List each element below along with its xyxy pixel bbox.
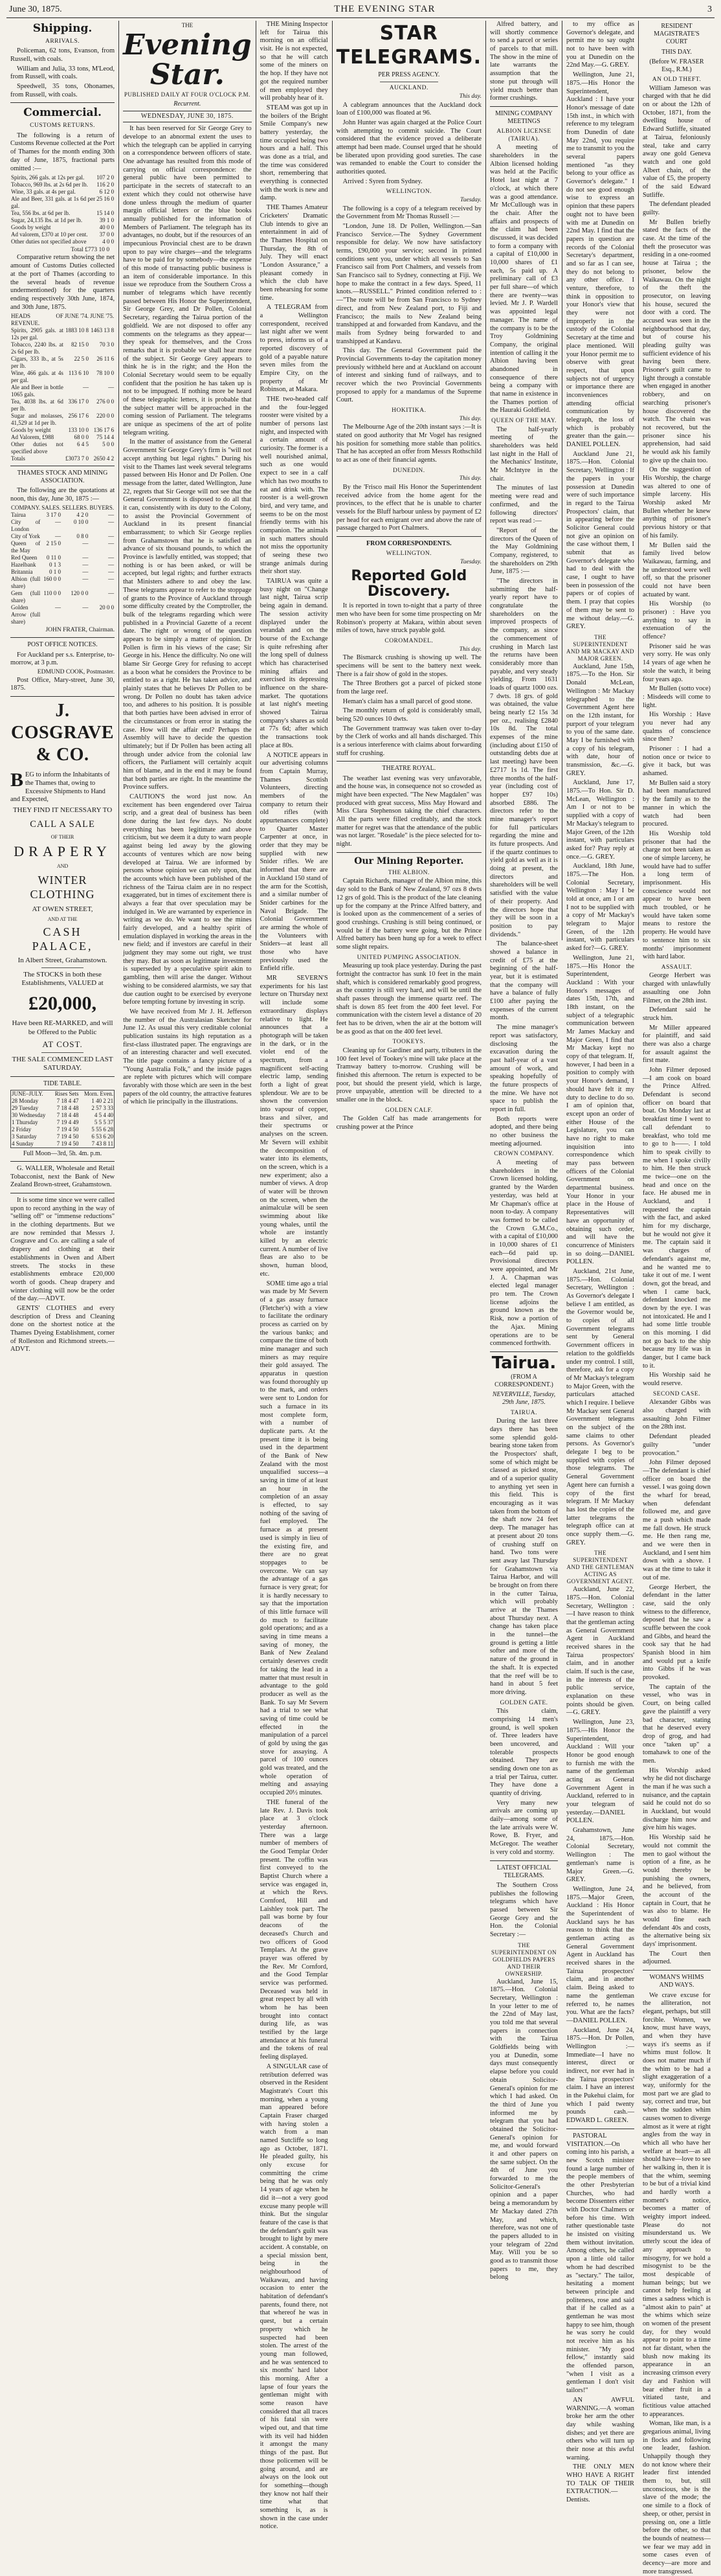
- table-header: JUNE–JULY. Rises Sets Morn. Even.: [12, 1090, 114, 1098]
- table-row: Spirits, 2905 gals. at 12s per gal. 1883 10 8 1463 13 8: [11, 327, 115, 341]
- mining-reporter-heading: Our Mining Reporter.: [354, 855, 464, 866]
- albion-heading: THE ALBION.: [388, 869, 430, 876]
- queen-paragraph: "The directors in submitting the half-yearly report have to congratulate the shareholders on the improved prospects of the company, as since the commencement of crushing in March last the returns have been considerably more than payable, and very steady yielding. From 1631 loads of quartz 1000 ozs. 7 dwts. 18 grs. of gold was obtained, the value being nearly £2 15s 3d per oz., realising £2840 10s 8d. The total expenses of the mine (including about £150 of outstanding debts due at last meeting) have been £2717 1s 1d. The first three months of the half-year (including cost of hopper £97 10s) absorbed £886. The directors refer to the mine manager's report for full particulars regarding the mine and its future prospects. And if the quartz continues to yield gold as well as it is doing at present, the directors and shareholders will be well satisfied with the value of their property. And the directors hope that they will be soon in a position to pay dividends.": [490, 578, 558, 938]
- news-paragraph: THE Thames Amateur Cricketers' Dramatic Club intends to give an entertainment in aid of the Thames Hospital on Thursday, the 8th of July. They will enact "London Assurance," a pleasant comedy in which the club have been rehearsing for some time.: [260, 204, 328, 302]
- gold-paragraph: It is reported in town to-night that a party of three men who have been for some time prospecting on Mr Robinson's property at Makara, within about seven miles of town, have struck payable gold.: [336, 602, 482, 635]
- telegram-paragraph: Wellington, June 24, 1875.—Major Green, Auckland : His Honor the Superintendent of Auckland says he has reason to think that the gentleman acting as General Government Agent in Auckland has received shares in the Tairua prospectors' claim, and in another claim. Being asked to name the gentleman referred to, he names you. What are the facts?—DANIEL POLLEN.: [566, 1885, 634, 2024]
- table-row: Sugar, 24,135 lbs. at 1d per lb. 39 1 0: [11, 217, 115, 223]
- dateline-place: WELLINGTON.: [386, 188, 432, 196]
- tide-table: [10, 1090, 115, 1148]
- golden-gate-paragraph: This claim, comprising 14 men's ground, is well spoken of. Three leaders have been uncovered, and tolerable prospects obtained. They are sending down one ton as a trial per Tairua, cutter. They have done a quantity of driving.: [490, 1708, 558, 1798]
- table-row: Spirits, 266 gals. at 12s per gal. 107 2 0: [11, 174, 115, 181]
- table-row: Tea, 4038 lbs. at 6d per lb. 336 17 0 276 0 0: [11, 398, 115, 412]
- table-row: Golden Arrow (full share) — — 20 0 0: [11, 604, 115, 625]
- telegram-paragraph: Wellington, June 21, 1875.—His Honor the Superintendent, Auckland : With your Honor's messages of dates 15th, 17th, and 18th instant, on the subject of a telegraphic communication between Mr James Mackay and Major Green, I find that Mr Mackay kept no copy of that telegram. If, however, I had been in a position to comply with your Honor's demand, I should have felt it my duty to decline to do so. I am of opinion that, except upon an order of either House of the Legislature, you can have no right to make inquisition into correspondence which may pass between officers of the Colonial Government on departmental business. Your Honor in your place in the House of Representatives will have an opportunity of obtaining such order, and will have the concurrence of Ministers in so doing.—DANIEL POLLEN.: [566, 954, 634, 1266]
- editorial-paragraph: We have received from Mr J. H. Jefferson the number of the Australasian Sketcher for June 12. As usual this very creditable colonial publication sustains its high reputation as a first-class illustrated paper. The engravings are of an interesting character and well executed. The title page contains a fancy picture of a "Young Australia Folk," and the inside pages are replete with pictures which will compare favorably with those which are seen in the best papers of the old country, the attractive features of which lie principally in the illustrations.: [123, 1008, 252, 1106]
- telegram-paragraph: John Hunter was again charged at the Police Court with attempting to commit suicide. The Court considered that the evidence proved a deliberate attempt had been made. Counsel urged that he should be liberated upon providing good sureties. The case was remanded to enable the Court to consider the authorities quoted.: [336, 119, 482, 176]
- golden-gate-paragraph: Very many new arrivals are coming up daily—among some of the late arrivals were W. Rowe, B. Fryer, and McGregor. The weather is very cold and stormy.: [490, 1799, 558, 1856]
- court-paragraph: Prisoner : I had a notion once or twice to give it back, but was ashamed.: [643, 745, 711, 778]
- queen-paragraph: The minutes of last meeting were read and confirmed, and the following directors' report was read :—: [490, 484, 558, 525]
- womans-paragraph: We crave excuse for the alliteration, not elegant, perhaps, but still forcible. Women, we know, must have ways, and when they have ways it's seems as if whims must follow. It does not matter much if the whim to be had a slight exaggeration of a way, uniformly for the most part we are glad to say, correct and true, but when the sudden whim causes women to diverge almost as it were at right angles from the way in which all who have her welfare at heart—as all should have—love to see her walking in, then it is that the whim, seeming to be but of a trivial kind and hardly worth a moment's notice, becomes a matter of weighty import indeed. Please do not misunderstand us. We utterly scout the idea of any approach to misogyny, for we hold a misogynist to be the most despicable of human beings; but we cannot help feeling at times a sadness which is "almost akin to pain" at the whims which seize on women of the present day, for they would appear to point to a time not far distant, when the blush now making its appearance in an increasing crimson every day and Fashion will bear either fruit in a vitiated taste, and fictitious value attached to appearances.: [643, 1991, 711, 2418]
- united-paragraph: Measuring up took place yesterday. During the past fortnight the contractor has sunk 10 feet in the main shaft, which is considered remarkably good progress, as the country is still very hard, and will be until the shaft passes through the immense quartz reef. The shaft is down 85 feet from the 400 feet level. For communication with the cistern level a distance of 20 feet has to be driven, when the air at the bottom will be as good as that on the 400 feet level.: [336, 962, 482, 1035]
- telegram-paragraph: Auckland, June 15th, 1875.—To the Hon. Sir Donald McLean, Wellington : Mr Mackay telegraphed to the Government Agent here on the 12th instant, for purport of your telegram to you of the same date. May I be furnished with a copy of his telegram, with date, hour of transmission, &c.—G. GREY.: [566, 662, 634, 777]
- dateline-place: WELLINGTON.: [386, 550, 432, 558]
- customs-intro: The following is a return of Customs Revenue collected at the Port of Thames for the month ending 30th day of June, 1875, fractional parts omitted :—: [10, 131, 115, 172]
- court-paragraph: Mr Bullen (sotto voce) : Misdeeds will come to light.: [643, 685, 711, 709]
- ad-found: THEY FIND IT NECESSARY TO: [12, 806, 113, 815]
- coromandel-paragraph: The Three Brothers got a parcel of picked stone from the large reef.: [336, 680, 482, 695]
- queen-paragraph: The balance-sheet showed a balance in credit of £75 at the beginning of the half-year, but it is estimated that the company will have a balance of fully £100 after paying the expenses of the current month.: [490, 940, 558, 1022]
- table-row: Goods by weight 40 0 0: [11, 223, 115, 231]
- ad-commenced: THE SALE COMMENCED LAST SATURDAY.: [12, 1056, 113, 1072]
- telegram-paragraph: Auckland, 21st June, 1875.—Hon. Colonial Secretary, Wellington : As Governor's delegate I believe I am entitled, as the Governor would be, to copies of all Government telegrams sent by General Government officers in relation to the goldfields under my control. I still, therefore, ask for a copy of Mr Mackay's telegram to Major Green, with the particulars attached which I require. I believe Mr Mackay sent General Government telegrams on the subject of the same claims to other persons. As Governor's delegate I beg to be supplied with copies of those telegrams. The General Government Agent here can furnish a copy of the first telegram. If Mr Mackay has lost the copies of the latter telegrams the telegraph office can at once supply them.—G. GREY.: [566, 1267, 634, 1546]
- telegram-paragraph: Wellington, June 21, 1875.—His Honor the Superintendent, Auckland : I have your Honor's message of date 15th inst., in which with reference to my telegram from Dunedin of date May 22nd, you require me to transmit to you the several papers mentioned "as they belong to your office as Governor's delegate." I do not see good enough wise to express an opinion that these papers ought not to have been with me at Dunedin on 22nd May. I find that the papers in question are records of the Colonial Secretary's department, and so far as I can see, they do not belong to any other office. I venture, therefore, to think in opposition to your Honor's view that they were not improperly in the custody of the Colonial Secretary at the time and place mentioned. Will your Honor permit me to observe with great respect, that upon subjects not of urgency or importance there are inconveniences attending official communication by telegraph, the loss of which is probably greater than the gain.—DANIEL POLLEN.: [566, 71, 634, 449]
- page-number: 3: [707, 5, 712, 14]
- news-paragraph: STEAM was got up in the boilers of the Bright Smile Company's new battery yesterday, the time occupied being two hours and a half. This was done as a trial, and the time was considered short, remembering that everything is connected with the work is new and damp.: [260, 104, 328, 202]
- albion-paragraph: Captain Richards, manager of the Albion mine, this day sold to the Bank of New Zealand, 97 ozs 8 dwts 12 grs of gold. This is the product of the late cleaning up for the company at the Prince Alfred battery, and is looked upon as the commencement of a series of good crushings. Crushing is still being continued, or would be if the battery were going, but the Prince Alfred battery has been hung up for a week to effect some slight repairs.: [336, 877, 482, 951]
- table-row: Ad Valorem, £988 68 0 0 75 14 4: [11, 433, 115, 440]
- dateline-place: HOKITIKA.: [392, 407, 427, 414]
- editorial-paragraph: CAUTION'S the word just now. An excitement has been engendered over Tairua scrip, and a great deal of business has been done during the last few days. No doubt everything has been legitimate and above criticism, but we deem it a duty to warn people against being led away by the glowing accounts of ventures which are now being developed at Tairua. We are informed by persons whose opinion we can rely upon, that the accounts which have been published of the richness of the Tairua claim are in no respect exaggerated, but in times of excitement there is always a fear that over speculation may be indulged in. We are warranted by experience in writing as we do. We want to see the mines fairly developed, and a healthy spirit of emulation displayed in working the areas in the new field; and if investors are careful in their judgment they may some out right, we trust they may. But as soon as legitimate investment is superseded by a speculative spirit akin to gambling, then will arise the danger. Without wishing to be considered alarmists, we say that due caution ought to be exercised by everyone before tempting fortune by investing in scrip.: [123, 793, 252, 1006]
- crown-heading: CROWN COMPANY.: [494, 1151, 554, 1158]
- queen-paragraph: The half-yearly meeting of the shareholders was held last night in the Hall of the Mechanics' Institute, Mr McIntyre in the chair.: [490, 425, 558, 482]
- ad-amount: £20,000,: [28, 992, 97, 1014]
- court-paragraph: The Court then adjourned.: [643, 1950, 711, 1966]
- court-paragraph: His Worship said he would reserve.: [643, 1372, 711, 1388]
- table-row: Tobacco, 969 lbs. at 2s 6d per lb. 116 2 0: [11, 181, 115, 188]
- court-paragraph: The defendant pleaded guilty.: [643, 201, 711, 217]
- dateline-day: This day.: [459, 475, 482, 482]
- table-row: 29 Tuesday 7 18 4 48 2 57 3 33: [12, 1104, 114, 1111]
- sale-notice: It is some time since we were called upon to record anything in the way of "selling off" or "immense reductions" in the clothing departments. But we are now reminded that Messrs J. Cosgrave and Co. are calling a sale of drapery and clothing at their establishments in Owen and Albert streets. The stocks in these establishments embrace £20,000 worth of goods. Cheap drapery and winter clothing will now be the order of the day.—ADVT.: [10, 1197, 115, 1303]
- waller-notice: G. WALLER, Wholesale and Retail Tobacconist, next the Bank of New Zealand Brown-street, Grahamstown.: [10, 1164, 115, 1189]
- crown-paragraph: A meeting of shareholders in the Crown licensed holding, granted by the Warden yesterday, was held at Mr Chapman's office at noon to-day. A company was formed to be called the Crown G.M.Co., with a capital of £10,000 in 10,000 shares of £1 each—6d paid up. Provisional directors were appointed, and Mr J. A. Chapman was elected legal manager pro tem. The Crown license adjoins the ground known as the Risk, now a portion of the Ajax. Mining operations are to be commenced forthwith.: [490, 1159, 558, 1348]
- column-4: [333, 21, 486, 1131]
- telegram-paragraph: This day. The General Government paid the Provincial Governments to-day the capitation money previously withheld here and at Auckland on account of interest and sinking fund of railways, and to recover which the two Provincial Governments proposed to apply for a mandamus of the Supreme Court.: [336, 347, 482, 404]
- pastoral-paragraph: PASTORAL VISITATION.—On coming into his parish, a new Scotch minister found a large number of the people members of the other Presbyterian Churches, who had become Dissenters either with Doctor Chalmers or before his time. With rather questionable taste he insisted on visiting them without invitation. Among others, he called upon a little old tailor whom he had described as "sectary." The tailor, hesitating a moment between principle and politeness, rose and said that if he called as a gentleman he was most happy to see him, though he was sorry he could not receive him as his minister. "My good fellow," instantly said the offended parson, "when I visit as a gentleman I don't visit tailors!": [566, 2132, 634, 2395]
- table-row: 2 Friday 7 19 4 50 5 55 6 28: [12, 1125, 114, 1133]
- tookeys-heading: TOOKEYS.: [392, 1039, 426, 1046]
- stock-table: [10, 504, 115, 625]
- telegram-paragraph: "London, June 18. Dr Pollen, Wellington.—San Francisco Service.—The Sydney Government responsible for delay. We now have satisfactory terms, £90,000 your service; second in printed conditions sent you, under which all vessels to San Francisco sail from Port Chalmers, and vessels from San Francisco sail to Sydney, connecting at Fiji. We hope to make the contract in a few days. Speed, 11 knots.—RUSSELL." Printed condition referred to :—"The route will be from San Francisco to Sydney direct, and from New Zealand port, to Fiji and Francisco; the mails to New Zealand being transhipped at and forwarded from Kandavu, and the mails from Sydney being forwarded to and transhipped at Kandavu.: [336, 222, 482, 345]
- stock-signature: JOHN FRATER, Chairman.: [45, 626, 115, 633]
- ad-clothing: WINTER CLOTHING: [30, 873, 95, 901]
- table-row: Tairua 3 17 0 4 2 0 —: [11, 512, 115, 519]
- golden-calf-paragraph: The Golden Calf has made arrangements for crushing power at the Prince: [336, 1115, 482, 1131]
- ad-of: OF THEIR: [50, 834, 74, 841]
- stock-heading: THAMES STOCK AND MINING ASSOCIATION.: [17, 469, 108, 484]
- table-row: Tobacco, 2240 lbs. at 2s 6d per lb. 82 15 0 70 3 0: [11, 341, 115, 356]
- customs-heading: CUSTOMS RETURNS.: [30, 122, 95, 130]
- united-heading: UNITED PUMPING ASSOCIATION.: [357, 954, 461, 961]
- post-text: For Auckland per s.s. Enterprise, to-morrow, at 3 p.m.: [10, 651, 115, 667]
- warning-paragraph: AN AWFUL WARNING.—A woman broke her arm the other day while washing dishes; and yet there are others who will turn up their nose at this awful warning.: [566, 2396, 634, 2461]
- court-paragraph: His Worship (to prisoner) : Have you anything to say in extenuation of the offence?: [643, 600, 711, 641]
- commercial-heading: Commercial.: [23, 106, 102, 120]
- court-paragraph: His Worship told prisoner that had the charge not been taken as one of simple larceny, he would have had to suffer a long term of imprisonment. His conscience would not appear to have been much troubled, or he would have taken some means to restore the property. He would have to sentence him to six months' imprisonment with hard labor.: [643, 830, 711, 961]
- table-row: Queen of the May 2 15 0 — —: [11, 540, 115, 554]
- meetings-heading: MINING COMPANY MEETINGS: [495, 109, 553, 126]
- table-row: Tea, 556 lbs. at 6d per lb. 15 14 0: [11, 210, 115, 217]
- telegram-paragraph: Auckland, 18th June, 1875.—The Hon. Colonial Secretary, Wellington : May I be told at once, am I or am I not to be supplied with a copy of Mr Mackay's telegram to Major Green, of the 12th instant, with particulars asked for?—G. GREY.: [566, 863, 634, 953]
- coromandel-paragraph: Heman's claim has a small parcel of good stone.: [342, 697, 472, 705]
- tide-note: Full Moon—3rd, 5h. 4m. p.m.: [23, 1149, 102, 1157]
- coromandel-paragraph: The monthly return of gold is considerably small, being 520 ounces 10 dwts.: [336, 707, 482, 723]
- table-row: 4 Sunday 7 19 4 50 7 43 8 11: [12, 1140, 114, 1147]
- newspaper-flag: [123, 22, 252, 122]
- queen-paragraph: "Report of the directors of the Queen of the May Goldmining Company, registered, to the shareholders on 29th June, 1875 :—: [490, 526, 558, 576]
- news-paragraph: SOME time ago a trial was made by Mr Severn of a gas assay furnace (Fletcher's) with a view to facilitate the ordinary process as carried on by the various banks; and compare the time of both mine manager and such miners as may require their gold assayed. The apparatus in question was found thoroughly up to the mark, and orders were sent to London for such a furnace in its most complete form, with a number of duplicate parts. At the present time it is being used in the department of the Bank of New Zealand with the most unqualified success—a saving in time of at least an hour in the completion of an assay is effected, to say nothing of the saving of fuel employed. The furnace as at present used is simply in lieu of the existing fire, and there are no great stoppages to be overcome. We can say the advantage of a gas furnace is very great; for it is hardly necessary to say that the importation of this little furnace will do much to facilitate gold operations; and as a saving in time means a saving of money, the Bank of New Zealand certainly deserves credit for taking the lead in a matter that must result in advantage to the gold producer as well as the Bank. To say Mr Severn had a trial to see what saving of time could be effected in the manipulation of a parcel of gold by using the gas stove for assaying. A parcel of 100 ounces gold was treated, and the whole operation of melting and assaying occupied 20½ minutes.: [260, 1280, 328, 1797]
- court-paragraph: William Jameson was charged with that he did on or about the 12th of October, 1871, from the dwelling house of Edward Sutliffe, situated at Tairua, feloniously steal, take and carry away one gold Geneva watch and one gold Albert chain, of the value of £5, the property of the said Edward Sutliffe.: [643, 84, 711, 199]
- table-header: HEADS OF REVENUE. JUNE '74. JUNE '75.: [11, 313, 115, 327]
- ad-and: AND: [56, 863, 69, 869]
- dateline-place: AUCKLAND.: [389, 85, 428, 92]
- telegram-paragraph: Auckland June 21, 1875.—Hon. Colonial Secretary, Wellington : If the papers in your possession at Dunedin were of such importance in regard to the Tairua Prospectors' claim, that in appearing before the Solicitor General could not give an opinion on the case without them, I submit that as Governor's delegate who had to deal with the case, I ought to have been in possession of the papers or of copies of them. I pray that copies of them may be sent to me without delay.—G. GREY.: [566, 450, 634, 631]
- court-paragraph: His Worship : Have you never had any qualms of conscience since then?: [643, 711, 711, 743]
- news-paragraph: THE Mining Inspector left for Tairua this morning on an official visit. He is not expected, so that he will catch some of the miners on the hop. If they have not got the required number of men employed they will probably hear of it.: [260, 21, 328, 102]
- table-row: Hazelbank 0 1 3 — —: [11, 561, 115, 569]
- from-correspondents-heading: FROM CORRESPONDENTS.: [366, 539, 452, 547]
- post-signature: EDMUND COOK, Postmaster.: [37, 668, 115, 675]
- ad-stocks: The STOCKS in both these Establishments, VALUED at: [21, 970, 104, 988]
- stock-intro: The following are the quotations at noon, this day, June 30, 1875 :—: [10, 486, 115, 503]
- mackay-heading: THE SUPERINTENDENT AND MR MACKAY AND MAJOR GREEN.: [566, 633, 634, 662]
- ad-at: AT OWEN STREET,: [32, 905, 93, 914]
- editorial-paragraph: It has been reserved for Sir George Grey to develope to an abnormal extent the uses to which the telegraph can be applied in carrying on a correspondence between officers of state. One advantage has resulted from this mode of carrying on official correspondence: the general public have been permitted to participate in the secrets of statecraft to an extent which they could not otherwise have done unless through the medium of quarter margin official letters or the blue books annually published for the information of Members of Parliament. The telegraph has its advantages, no doubt, but if the resources of an impecunious Provincial chest are to be drawn upon to pay wire charges—and the telegrams have to be paid for by somebody—the expense of this mode of transacting public business is an item of considerable importance. In this issue we reproduce from the Southern Cross a number of telegrams which have recently passed between His Honor the Superintendent, Sir George Grey, and Dr Pollen, Colonial Secretary, regarding the Tairua portion of the goldfield. We are not disposed to offer any comments on the telegrams as they appear—they speak for themselves, and the Cross remarks that it is probable we shall hear more of the subject. Sir George Grey appears to think he is in the right; and the Hon the Colonial Secretary would seem to be equally confident that the position he has taken up is not to be impugned. If nothing more be heard of these telegraphic letters, it is probable that the subject matter will be approached in the coming session of Parliament. The telegrams are unique as specimens of the art of polite telegram writing.: [123, 125, 252, 436]
- table-row: Cigars, 333 lb., at 5s per lb. 22 5 0 26 11 6: [11, 356, 115, 370]
- womans-paragraph: Woman, like man, is a gregarious animal, living in flocks and following one leader, fashion. Unhappily though they do not know where their leader first intended them to, but, still unconscious, she is the slave of the mode; the one simile to a flock of sheep, or other, persist in pressing on, one a little before the other, so that the bounds of neatness—we fear we may add in some cases even of decency—are more and more transgressed.: [643, 2420, 711, 2575]
- telegram-paragraph: A cablegram announces that the Auckland dock loan of £100,000 was floated at 96.: [336, 101, 482, 117]
- comparative-table: [10, 313, 115, 462]
- comparative-intro: Comparative return showing the net amount of Customs Duties collected at the port of Thames (according to the several heads of revenue undermentioned) for the quarters ending respectively 30th June, 1874, and 30th June, 1875.: [10, 254, 115, 311]
- table-row: 1 Thursday 7 19 4 49 5 5 5 37: [12, 1118, 114, 1125]
- ad-and-at: AND AT THE: [47, 916, 78, 922]
- table-row: Gem (full share) 110 0 0 120 0 0 —: [11, 589, 115, 604]
- dateline-day: Tuesday.: [460, 196, 482, 203]
- womans-heading: WOMAN'S WHIMS AND WAYS.: [649, 1974, 704, 1989]
- dateline-day: This day.: [459, 415, 482, 422]
- flag-the: THE: [181, 22, 194, 28]
- flag-name: Evening Star.: [123, 28, 252, 91]
- flag-published: PUBLISHED DAILY AT FOUR O'CLOCK P.M.: [124, 91, 250, 98]
- table-row: Other duties not specified above 4 0 0: [11, 238, 115, 245]
- court-paragraph: Prisoner said he was very sorry. He was only 14 years of age when he stole the watch, it being four years ago.: [643, 642, 711, 683]
- table-row: Goods by weight 133 10 0 136 17 6: [11, 426, 115, 433]
- court-paragraph: The captain of the vessel, who was in Court, on being called gave the plaintiff a very bad character, stating that he deserved every drop of grog, and had once "taken up" a tomahawk to one of the men.: [643, 1683, 711, 1765]
- table-row: Sugar and molasses, 41,529 at 1d per lb. 256 17 6 220 0 0: [11, 412, 115, 426]
- court-paragraph: Defendant said he struck him.: [643, 1006, 711, 1022]
- table-row: Albion (full share) 160 0 0 — —: [11, 576, 115, 590]
- table-row: Wine, 466 gals. at 4s per gal. 113 6 10 78 10 0: [11, 370, 115, 383]
- ad-firm-name: J. COSGRAVE & CO.: [10, 700, 115, 765]
- supt-paragraph: Auckland, June 15, 1875.—Hon. Colonial Secretary, Wellington : In your letter to me of the 22nd of May last, you told me that several papers in connection with the Tairua Goldfields being with you at Dunedin, some days must consequently elapse before you could obtain Solicitor-General's opinion for me which I had asked. On the third of June you informed me by telegram that you had obtained the Solicitor-General's opinion for me, and would forward it and other papers on the same subject. On the 4th of June you forwarded to me the Solicitor-General's opinion and a paper being a memorandum by Mr Mackay dated 27th May, and which, therefore, was not one of the papers alluded to in your telegram of 22nd May. Will you be so good as to transmit those papers to me, they belong: [490, 1978, 558, 2281]
- column-3: [256, 21, 333, 2531]
- gents-notice: GENTS' CLOTHES and every description of Dress and Cleaning done on the shortest notice at the Thames Dyeing Establishment, corner of Rolleston and Richmond streets.—ADVT.: [10, 1304, 115, 1353]
- old-theft-heading: AN OLD THEFT.: [652, 76, 702, 84]
- table-row: 30 Wednesday 7 18 4 48 4 5 4 40: [12, 1111, 114, 1118]
- flag-registered: Recurrent.: [173, 100, 201, 107]
- press-agency: PER PRESS AGENCY.: [378, 71, 440, 79]
- ad-drapery: DRAPERY: [14, 842, 111, 859]
- running-date: June 30, 1875.: [9, 5, 62, 14]
- news-paragraph: THE two-headed calf and the four-legged rooster were visited by a number of persons last night, and inspected with a certain amount of curiosity. The former is a well nourished animal, such as one would expect to see in a calf which has two mouths to eat and drink with. The rooster is a well-grown bird, and very tame, and seems to be on the most friendly terms with his companion. The animals in such matters should not miss the opportunity of seeing these two strange animals during their short stay.: [260, 395, 328, 576]
- editorial-paragraph: In the matter of assistance from the General Government Sir George Grey's firm is "will not accept anything but legal rights." During his visit to the Thames last week several telegrams passed between His Honor and Dr Pollen. One message from the latter, dated Wellington, June 22, regrets that Sir George will not see that the General Government is disposed to do all that it can, consistently with its duty to the Colony, to assist the Provincial Government of Auckland in its present financial embarrassment; to which Sir George replies from Grahamstown that he is satisfied an advance of six thousand pounds, to which the Province is lawfully entitled, was stopped; that nothing is or has been asked, or will be accepted, but legal rights; and further extracts that Ministers adhere to and obey the law. These telegrams appear to refer to the stoppage of grants to the Province of Auckland through some difficulty created by the Comptroller, the bulk of the telegrams regarding which were published in a Provincial Gazette of a recent date. The right or wrong of the question appears to be simply a matter of opinion. Dr Pollen is firm in his views of the case; Sir George in his. Hence the difficulty. No one will blame Sir George Grey for refusing to accept as a boon what he considers the Province to be entitled to as a right. He has taken advice, and plainly states that he believes Dr Pollen to be wrong. Dr Pollen no doubt has taken advice too, and adheres to his position. It is possible that both parties have been advised in error of the circumstances or from error in stating the case. How will the affair end? Perhaps the Assembly will have to decide the question ultimately; but if Dr Pollen has been acting all through under advice from the colonial law officers, the Parliament will certainly acquit him of blame, and in the end it may be found that both parties are right. In the meantime the Province suffers.: [123, 438, 252, 791]
- theatre-heading: THEATRE ROYAL.: [382, 765, 436, 773]
- ad-intro: EG to inform the Inhabitants of the Thames that, owing to Excessive Shipments to Hand and Expected,: [10, 771, 110, 804]
- albion-license-paragraph: A meeting of shareholders in the Albion licensed holding was held at the Pacific Hotel last night at 7 o'clock, at which there was a good attendance. Mr McCullough was in the chair. After the affairs and prospects of the claim had been discussed, it was decided to form a company with a capital of £10,000 in 10,000 shares of £1 each, 5s paid up. A preliminary call of £3 per full share—of which there are twenty—was levied. Mr J. P. Wardell was appointed legal manager. The name of the company is to be the Troy Goldmining Company, the original intention of calling it the Albion having been abandoned in consequence of there being a company with that name in existence in the Thames portion of the Hauraki Goldfield.: [490, 144, 558, 414]
- coromandel-paragraph: The Government tramway was taken over to-day by the Clerk of works and all hands discharged. This is a serious interference with claims about forwarding stuff for crushing.: [336, 725, 482, 757]
- tairua-from: (FROM A CORRESPONDENT.): [494, 1373, 553, 1389]
- court-paragraph: George Herbert, the defendant in the latter case, said the only witness to the difference, deposed that he saw a scuffle between the cook and Gibbs, and heard the cook say that he had Spanish blood in him and would put a knife into Gibbs if he was provoked.: [643, 1583, 711, 1682]
- ad-cost: AT COST.: [42, 1039, 83, 1050]
- table-row: 28 Monday 7 18 4 47 1 40 2 21: [12, 1097, 114, 1104]
- supt-heading: THE SUPERINTENDENT ON GOLDFIELDS PAPERS AND THEIR OWNERSHIP.: [491, 1941, 557, 1977]
- court-paragraph: Mr Bullen briefly stated the facts of the case. At the time of the theft the prosecutor was residing in a one-roomed house at Tairua ; the prisoner, below the Waikawau. On the night of the theft the prosecutor, on leaving his house, secured the door with a cord. The accused was seen in the neighbourhood that day, but of course his pleading guilty was sufficient evidence of his having been there. Prisoner's guilt came to light through a constable when engaged in another robbery, and on searching prisoner's house discovered the watch. The chain was not recovered, but the prisoner since his apprehension, had said he would ask his family to give up the chain too.: [643, 218, 711, 464]
- albion-license-heading: ALBION LICENSE (TAIRUA).: [496, 128, 551, 142]
- only-men-paragraph: THE ONLY MEN WHO HAVE A RIGHT TO TALK OF THEIR EXTRACTION.—Dentists.: [566, 2463, 634, 2504]
- golden-gate-heading: GOLDEN GATE.: [500, 1699, 548, 1706]
- golden-calf-heading: GOLDEN CALF.: [385, 1107, 433, 1114]
- customs-total: Total £773 10 0: [71, 246, 110, 253]
- table-row: Ale and Beer, 331 gals. at 1s 6d per gal. 25 16 0: [11, 196, 115, 210]
- running-head: [6, 4, 715, 18]
- telegram-paragraph: Auckland, June 24, 1875.—Hon. Dr Pollen, Wellington :—Immediate—I have no interest, direct or indirect, nor ever had in the Tairua prospectors' claim. I have an interest in the Pukehui claim, for which I paid twenty pounds cash.—EDWARD L. GREEN.: [566, 2026, 634, 2125]
- ad-remarked: Have been RE-MARKED, and will be Offered to the Public: [12, 1019, 113, 1036]
- arrival-item: William and Julia, 33 tons, M'Leod, from Russell, with coals.: [10, 65, 115, 81]
- telegram-paragraph: Wellington, June 23, 1875.—His Honor the Superintendent, Auckland : Will your Honor be good enough to furnish me with the name of the gentleman acting as General Government Agent in Auckland, referred to in your telegram of yesterday.—DANIEL POLLEN.: [566, 1719, 634, 1825]
- table-row: City of London — 0 10 0 —: [11, 519, 115, 533]
- dateline-day: This day.: [459, 646, 482, 653]
- court-paragraph: John Filmer deposed—The defendant is chief officer on board the vessel. I was going down the wharf for bread, when defendant followed me, and gave me a push which made me fall down. He struck me. He then rang me, and we were then in Auckland, and I sent him down with a shove. I was at the time to take it out of me.: [643, 1459, 711, 1581]
- drop-cap: B: [10, 769, 24, 791]
- court-paragraph: Mr Miller appeared for plaintiff, and said there was also a charge for assault against the first mate.: [643, 1024, 711, 1065]
- telegram-paragraph: Auckland, June 17, 1875.—To Hon. Sir D. McLean, Wellington : Am I or not to be supplied with a copy of Mr Mackay's telegram to Major Green, of the 12th instant, with particulars asked for? Pray reply at once.—G. GREY.: [566, 779, 634, 861]
- tookeys-paragraph: Cleaning up for Gardiner and party, tributers in the 100 feet level of Tookey's mine will take place at the Tramway battery to-morrow. Crushing will be finished this afternoon. The return is expected to be poor, but should the present yield, which is large, prove unpayable, attention will be directed to a smaller one in the block.: [336, 1047, 482, 1104]
- tairua-sub: TAIRUA.: [511, 1409, 537, 1416]
- telegram-paragraph: Auckland, June 22, 1875.—Hon. Colonial Secretary, Wellington :—I have reason to think that the gentleman acting as General Government Agent in Auckland received shares in the Tairua prospectors' claim, and in another claim. If such is the case, in the interests of the public service, explanation on these points should be given.—G. GREY.: [566, 1586, 634, 1717]
- telegram-paragraph: Grahamstown, June 24, 1875.—Hon. Colonial Secretary, Wellington : The gentleman's name is Major Green.—G. GREY.: [566, 1827, 634, 1884]
- court-paragraph: Alexander Gibbs was also charged with assaulting John Filmer on the 28th inst.: [643, 1399, 711, 1431]
- second-case-heading: SECOND CASE.: [652, 1390, 701, 1397]
- news-paragraph: A TELEGRAM from a Wellington correspondent, received last night after we went to press, informs us of a reported discovery of gold of a payable nature seven miles from the Empire City, on the property of Mr Robinson, at Makara.: [260, 304, 328, 394]
- coromandel-paragraph: The Bismarck crushing is showing up well. The specimens will be sent to the battery next week. There is a fair show of gold in the stopes.: [336, 654, 482, 678]
- court-paragraph: George Herbert was charged with unlawfully assaulting one John Filmer, on the 28th inst.: [643, 972, 711, 1004]
- news-paragraph: TAIRUA was quite a busy night on "Change last night, Tairua scrip being again in demand. The session activity displayed under the verandah and on the bourse of the Exchange is quite refreshing after the long spell of dulness which has characterised mining affairs and exercised its depressing influence on the share-market. The quotations at last night's meeting showed Tairua company's shares as sold at 77s 6d; after which the transactions took place at 80s.: [260, 578, 328, 749]
- table-row: 3 Saturday 7 19 4 50 6 53 6 20: [12, 1133, 114, 1140]
- latest-paragraph: The Southern Cross publishes the following telegrams which have passed between Sir George Grey and the Hon. the Colonial Secretary :—: [490, 1881, 558, 1939]
- continued-paragraph: to my office as Governor's delegate, and permit me to say ought not to have been with you at Dunedin on the 22nd May.—G. GREY.: [566, 21, 634, 69]
- queen-heading: QUEEN OF THE MAY.: [491, 418, 557, 425]
- arrival-item: Policeman, 62 tons, Evanson, from Russell, with coals.: [10, 47, 115, 63]
- table-row: City of York — 0 8 0 —: [11, 533, 115, 540]
- tairua-paragraph: During the last three days there has been some splendid gold-bearing stone taken from the Prospectors' shaft, some of which might be classed as picked stone, and of a superior quality to anything yet seen in this field. This is encouraging as it was taken from the bottom of the shaft now 24 feet deep. The manager has at present about 20 tons of crushing stuff on hand. Two tons were sent away last Thursday for Grahamstown via Tairua Harbor, and will be brought on from there in the cutter Tairua, which will probably arrive at the Thames about Thursday next. A change has taken place in the tunnel—the ground is getting a little softer and more of the nature of the ground in the shaft. It is expected that the reef will be to hand in about 5 feet more driving.: [490, 1418, 558, 1696]
- dateline-day: Tuesday.: [460, 558, 482, 565]
- court-paragraph: His Worship said he would not commit the men to gaol without the option of a fine, as he would thereby be punishing the owners, and he believed, from the account of the captain in Court, that he was also to blame. He would fine each defendant 40s and costs, the alternative being six days' imprisonment.: [643, 1834, 711, 1949]
- arrival-item: Speedwell, 35 tons, Ohonames, from Russell, with coals.: [10, 83, 115, 98]
- arrivals-heading: ARRIVALS.: [45, 38, 80, 45]
- flag-date: WEDNESDAY, JUNE 30, 1875.: [123, 111, 252, 122]
- dateline-day: This day.: [459, 93, 482, 100]
- cosgrave-advertisement: [10, 700, 115, 1073]
- court-heading: RESIDENT MAGISTRATE'S COURT: [654, 23, 700, 46]
- gold-discovery-heading: Reported Gold Discovery.: [351, 568, 467, 600]
- latest-heading: LATEST OFFICIAL TELEGRAMS.: [496, 1864, 551, 1879]
- post-date: Post Office, Mary-street, June 30, 1875.: [10, 676, 115, 692]
- dateline-place: DUNEDIN.: [392, 467, 425, 474]
- telegram-paragraph: Arrived : Syren from Sydney.: [342, 177, 423, 185]
- tairua-dateline: NEVERVILLE, Tuesday, 29th June, 1875.: [492, 1391, 556, 1407]
- tide-heading: TIDE TABLE.: [43, 1079, 82, 1087]
- table-row: Ale and Beer in bottle 1065 gals. — —: [11, 383, 115, 398]
- running-title: THE EVENING STAR: [334, 4, 436, 14]
- table-row: Other duties not specified above 6 4 5 5 0 0: [11, 440, 115, 455]
- court-paragraph: Mr Bullen said a story had been manufactured by the family as to the manner in which the watch had been procured.: [643, 779, 711, 828]
- column-7: [639, 21, 715, 2575]
- post-heading: POST OFFICE NOTICES.: [27, 641, 98, 649]
- theatre-paragraph: The weather last evening was very unfavorable, and the house was, in consequence not so crowded as might have been expected. "The New Magdalen" was produced with great success, Miss May Howard and Miss Clara Stephenson taking the chief characters. All the parts were filled creditably, and the stock matter for regret was that the attendance of the public was not larger. "Rosedale" is the piece selected for to-night.: [336, 774, 482, 848]
- gentleman-heading: THE SUPERINTENDENT AND THE GENTLEMAN ACTING AS GOVERNMENT AGENT.: [566, 1550, 634, 1585]
- ad-call: CALL A SALE: [30, 819, 95, 830]
- ad-street: In Albert Street, Grahamstown.: [17, 956, 107, 964]
- court-this-day: THIS DAY.: [661, 48, 692, 56]
- news-paragraph: THE funeral of the late Rev. J. Davis took place at 3 o'clock yesterday afternoon. There was a large number of members of the Good Templar Order present. The coffin was first conveyed to the Baptist Church where a service was engaged in, at which the Revs. Cornford, Hill and Laishley took part. The pall was borne by four deacons of the deceased's Church and two officers of Good Templars. At the grave prayer was offered by the Rev. Mr Cornford, and the Good Templar service was performed. Deceased was held in great respect by all with whom he has been brought into contact during life, as was testified by the large attendance at his funeral and the tokens of real feeling displayed.: [260, 1798, 328, 2061]
- court-paragraph: Mr Bullen said the family lived below Waikawau, farming, and he understood were well off, so that the prisoner could not have been actuated by want.: [643, 541, 711, 598]
- queen-paragraph: Both reports were adopted, and there being no other business the meeting adjourned.: [490, 1115, 558, 1147]
- column-1: [6, 21, 119, 1353]
- table-row: Britannia 0 1 0 — —: [11, 569, 115, 576]
- telegram-paragraph: The Melbourne Age of the 20th instant says :—It is stated on good authority that Mr Vogel has resigned his position for something more stable than politics. That he has accepted an offer from Messrs Rothschild to act as one of their financial agents.: [336, 424, 482, 464]
- dateline-place: COROMANDEL.: [384, 638, 434, 645]
- court-before: (Before W. FRASER Esq., R.M.): [649, 58, 704, 73]
- column-5: [486, 21, 562, 2281]
- telegram-paragraph: The following is a copy of a telegram received by the Government from Mr Thomas Russell :—: [336, 205, 482, 221]
- news-paragraph: A SINGULAR case of retribution deferred was observed in the Resident Magistrate's Court this morning, when a young man appeared before Captain Fraser charged with having stolen a watch from a man named Sutcliffe so long ago as October, 1871. He pleaded guilty, his only excuse for committing the crime being that he was only 14 years of age when he did it—not a very good excuse many people will think. But the singular feature of the case is that the defendant's guilt was brought to light by mere accident. A constable, on a special mission bent, being in the neighbourhood of Waikawau, and having occasion to enter the habitation of defendant's parents, found there, not that whereof he was in quest, but a certain property which he suspected had been stolen. The arrest of the young man followed, and he was sentenced to six months' hard labor this morning. After a lapse of four years the gentleman might with some reason have considered that all traces of his fatal sin were wiped out, and that time with its veil had hidden it amongst the many things of the past. But those policemen will be going around, and are always on the look out for something—though they know not half their time what that something is, as is shown in the case under notice.: [260, 2062, 328, 2531]
- table-row: Wine, 33 gals. at 4s per gal. 6 12 0: [11, 188, 115, 196]
- assault-heading: ASSAULT.: [661, 964, 693, 971]
- table-header: COMPANY. SALES. SELLERS. BUYERS.: [11, 504, 115, 512]
- table-row: Ad valorem, £370 at 10 per cent. 37 0 0: [11, 231, 115, 238]
- column-2: [119, 21, 256, 1106]
- news-paragraph: A NOTICE appears in our advertising columns from Captain Murray, Thames Scottish Volunteers, directing members of the company to return their old rifles (with appurtenances complete) to Quarter Master Carpenter at once, in order that they may be supplied with new Snider rifles. We are informed that there are in Auckland 150 stand of the arm for the Scottish, and a similar number of Snider carbines for the Naval Brigade. The Colonial Government are arming the whole of the Volunteers with Sniders—at least all those who have previously used the Enfield rifle.: [260, 751, 328, 973]
- court-paragraph: Defendant pleaded guilty "under provocation.": [643, 1433, 711, 1457]
- court-paragraph: His Worship asked why he did not discharge the man if he was such a nuisance, and the captain said he could not do so in Auckland, but would discharge him now and give him his wages.: [643, 1767, 711, 1832]
- court-paragraph: On the suggestion of His Worship, the charge was altered to one of simple larceny. His Worship asked Mr Bullen whether he knew anything of prisoner's previous history or that of his family.: [643, 466, 711, 539]
- news-paragraph: MR SEVERN'S experiments for his last lecture on Thursday next will include some extraordinary displays relative to light. He announces that a photograph will be taken in the dark, or in the violet end of the spectrum, from a magnificent self-acting electric lamp, sending forth a light of great splendour. We are to be shown the conversion into vapour of copper, brass and silver, and their spectrums or analyses on the screen. Mr Severn will exhibit the decomposition of water into its elements, on the screen, which is a new experiment; also a number of views. A drop of water will be thrown on the screen, when the animalculæ will be seen swimming about like young whales, until the whole are instantly killed by an electric current. A number of live fleas are also to be shown, human blood, etc.: [260, 975, 328, 1278]
- tairua-heading: Tairua.: [491, 1353, 557, 1373]
- court-paragraph: John Filmer deposed—I am cook on board the Prince Alfred. Defendant is second officer on board that boat. On Monday last at breakfast time I went to call defendant to breakfast, who told me to go to h——. I told him to speak civilly to me when I spoke civilly to him. He then struck me twice—one on the head and once on the face. He abused me in Auckland, and I requested the captain with the fact, and asked him for my discharge, but he would not give it me. The captain said it was charges of defendant's against me, and he wanted me to take it out of me. I went down, got the bread, and when I came back, defendant knocked me down by the eye. I was not intoxicated. He and I had some little trouble on this morning. I did not go back to the ship because my life was in danger, but I came back to it.: [643, 1067, 711, 1370]
- telegram-paragraph: By the 'Frisco mail His Honor the Superintendent received advice from the home agent for the provinces, to the effect that he is unable to charter vessels for the Bluff harbour unless by payment of £2 per head for each emigrant over and above the rate of passage charged to Port Chalmers.: [336, 483, 482, 532]
- queen-paragraph: The mine manager's report was satisfactory, disclosing the excavation during the past half-year of a vast amount of work, and speaking hopefully of the future prospects of the mine. We have not space to publish the report in full.: [490, 1024, 558, 1114]
- shipping-heading: Shipping.: [32, 22, 93, 35]
- table-total: Totals £3073 7 0 2650 4 2: [11, 455, 115, 462]
- column-6: [562, 21, 639, 2504]
- star-telegrams-heading: STAR TELEGRAMS.: [336, 22, 482, 69]
- customs-table: [10, 174, 115, 245]
- table-row: Red Queen 0 11 0 — —: [11, 554, 115, 561]
- ad-palace: CASH PALACE,: [32, 925, 93, 953]
- continued-paragraph: Alfred battery, and will shortly commence to send a parcel or series of parcels to that mill. The show in the mine of late warrants the assumption that the stone put through will yield much better than former crushings.: [490, 21, 558, 102]
